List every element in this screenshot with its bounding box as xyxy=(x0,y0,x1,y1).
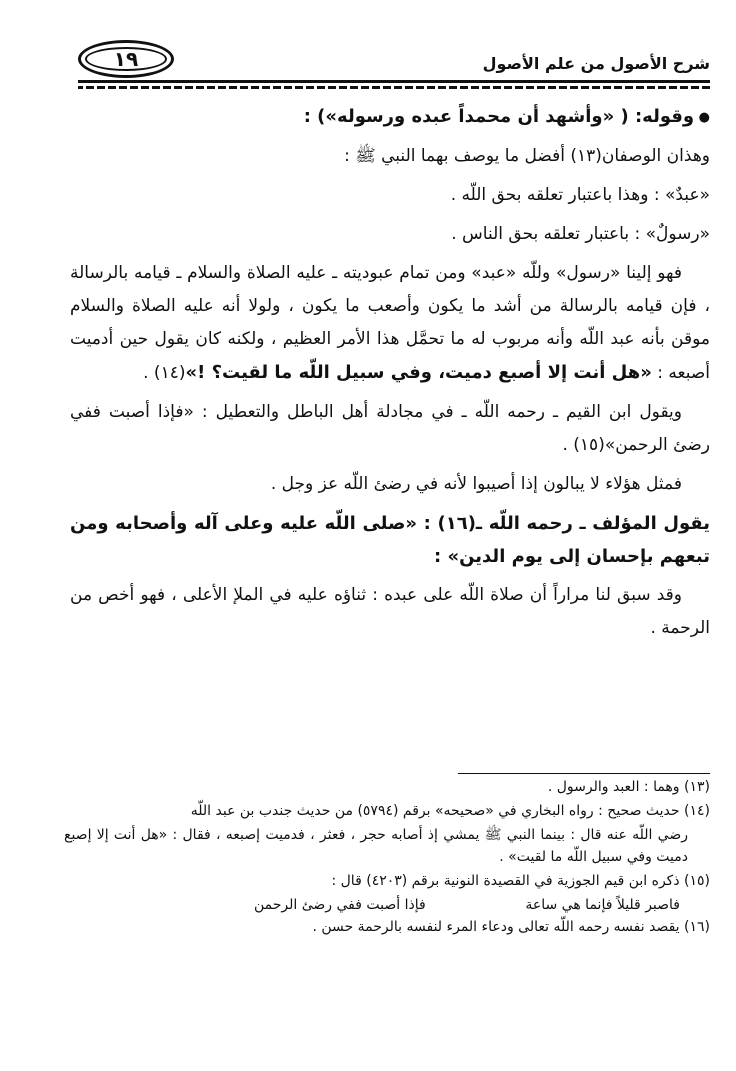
book-title: شرح الأصول من علم الأصول xyxy=(482,54,710,73)
header-rule xyxy=(78,80,710,83)
poem-verse xyxy=(64,894,710,916)
footnote-separator xyxy=(458,773,710,774)
paragraph: «رسولٌ» : باعتبار تعلقه بحق الناس . xyxy=(451,223,710,244)
footnote-14-continued: رضي اللّه عنه قال : بينما النبي ﷺ يمشي إذ أصابه حجر ، فعثر ، فدميت إصبعه ، فقال : «هل أنت إلا إصبع دميت وفي سبيل اللّه ما لقيت» . xyxy=(64,827,688,865)
paragraph xyxy=(70,257,710,390)
page-number-badge xyxy=(78,40,174,78)
page-header xyxy=(70,38,710,86)
footnote-16: (١٦) يقصد نفسه رحمه اللّه تعالى ودعاء المرء لنفسه بالرحمة حسن . xyxy=(312,919,710,935)
quote-heading: ● وقوله: ( «وأشهد أن محمداً عبده ورسوله») : xyxy=(70,100,710,134)
author-quote: يقول المؤلف ـ رحمه اللّه ـ(١٦) : «صلى اللّه عليه وعلى آله وأصحابه ومن تبعهم بإحسان إلى يوم الدين» : xyxy=(70,512,710,567)
hadith-quote: «هل أنت إلا أصبع دميت، وفي سبيل اللّه ما لقيت؟ !» xyxy=(185,361,652,383)
paragraph: ويقول ابن القيم ـ رحمه اللّه ـ في مجادلة أهل الباطل والتعطيل : «فإذا أصبت ففي رضئ الرحمن»(١٥) . xyxy=(70,401,710,455)
main-text xyxy=(70,100,710,651)
footnote-15: (١٥) ذكره ابن قيم الجوزية في القصيدة النونية برقم (٤٢٠٣) قال : xyxy=(331,873,710,889)
paragraph: فمثل هؤلاء لا يبالون إذا أصيبوا لأنه في رضئ اللّه عز وجل . xyxy=(270,473,682,494)
paragraph: «عبدٌ» : وهذا باعتبار تعلقه بحق اللّه . xyxy=(450,184,710,205)
paragraph-text: فهو إلينا «رسول» وللّه «عبد» ومن تمام عبوديته ـ عليه الصلاة والسلام ـ قيامه بالرسالة ، فإن قيامه بالرسالة من أشد ما يكون وأصعب ما يكون ، ولولا أنه عليه الصلاة والسلام موقن بأنه عبد اللّه وأنه مربوب له ما تحمَّل هذا الأمر العظيم ، ولكنه كان يقول حين أدميت أصبعه : xyxy=(70,262,710,383)
verse-second-hemistich: فإذا أصبت ففي رضئ الرحمن xyxy=(254,897,426,913)
paragraph: وهذان الوصفان(١٣) أفضل ما يوصف بهما النبي ﷺ : xyxy=(344,145,710,166)
paragraph: وقد سبق لنا مراراً أن صلاة اللّه على عبده : ثناؤه عليه في الملإ الأعلى ، فهو أخص من الرحمة . xyxy=(70,584,710,638)
header-dashed-rule xyxy=(78,86,710,89)
footnotes xyxy=(64,776,710,940)
verse-first-hemistich: فاصبر قليلاً فإنما هي ساعة xyxy=(525,897,680,913)
page-number: ١٩ xyxy=(113,47,139,71)
footnote-13: (١٣) وهما : العبد والرسول . xyxy=(547,779,710,795)
footnote-14: (١٤) حديث صحيح : رواه البخاري في «صحيحه» برقم (٥٧٩٤) من حديث جندب بن عبد اللّه xyxy=(190,803,710,819)
footnote-ref: (١٤) . xyxy=(143,362,186,383)
